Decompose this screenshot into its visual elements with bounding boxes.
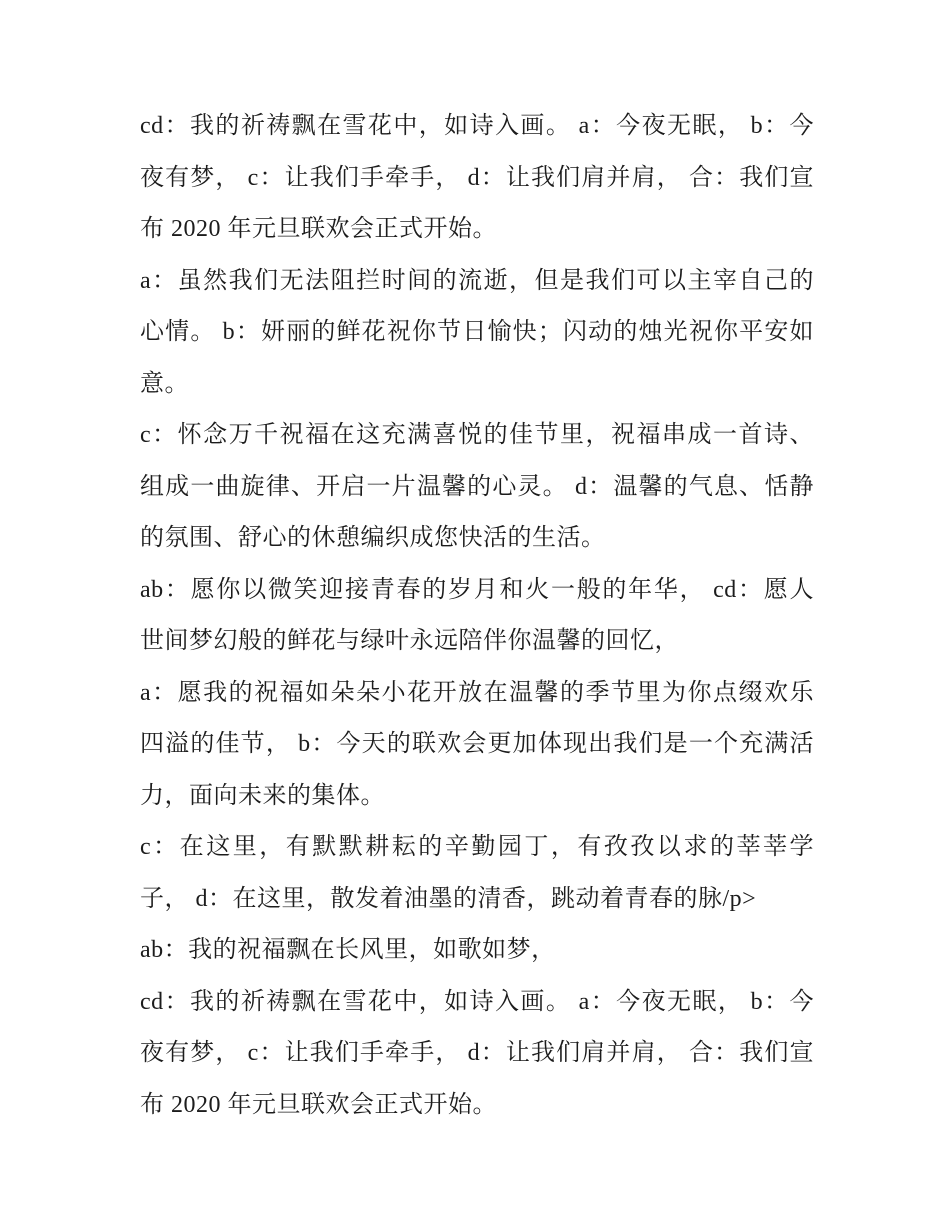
text-line: 心情。 b：妍丽的鲜花祝你节日愉快；闪动的烛光祝你平安如 <box>140 319 814 345</box>
paragraph <box>140 822 814 925</box>
paragraph <box>140 565 814 668</box>
paragraph <box>140 101 814 256</box>
text-line: 意。 <box>140 370 189 397</box>
text-line: 的氛围、舒心的休憩编织成您快活的生活。 <box>140 525 606 551</box>
text-line: 世间梦幻般的鲜花与绿叶永远陪伴你温馨的回忆， <box>140 628 679 654</box>
paragraph <box>140 256 814 411</box>
text-line: c：怀念万千祝福在这充满喜悦的佳节里，祝福串成一首诗、 <box>140 422 814 448</box>
text-line: 夜有梦， c：让我们手牵手， d：让我们肩并肩， 合：我们宣 <box>140 164 814 191</box>
text-line: cd：我的祈祷飘在雪花中，如诗入画。 a：今夜无眠， b：今 <box>140 988 814 1015</box>
text-line: ab：愿你以微笑迎接青春的岁月和火一般的年华， cd：愿人 <box>140 576 814 603</box>
paragraph <box>140 668 814 823</box>
text-line: ab：我的祝福飘在长风里，如歌如梦， <box>140 937 556 963</box>
text-line: a：虽然我们无法阻拦时间的流逝，但是我们可以主宰自己的 <box>140 267 814 294</box>
text-line: 子， d：在这里，散发着油墨的清香，跳动着青春的脉/p> <box>140 885 757 912</box>
paragraph <box>140 977 814 1132</box>
text-line: 布 2020 年元旦联欢会正式开始。 <box>140 1091 497 1118</box>
text-line: 布 2020 年元旦联欢会正式开始。 <box>140 216 497 242</box>
text-line: 夜有梦， c：让我们手牵手， d：让我们肩并肩， 合：我们宣 <box>140 1040 814 1066</box>
text-line: c：在这里，有默默耕耘的辛勤园丁，有孜孜以求的莘莘学 <box>140 834 814 860</box>
text-line: a：愿我的祝福如朵朵小花开放在温馨的季节里为你点缀欢乐 <box>140 679 814 706</box>
text-line: cd：我的祈祷飘在雪花中，如诗入画。 a：今夜无眠， b：今 <box>140 113 814 139</box>
text-line: 四溢的佳节， b：今天的联欢会更加体现出我们是一个充满活 <box>140 731 814 757</box>
text-line: 力，面向未来的集体。 <box>140 782 385 809</box>
text-block <box>140 101 814 1131</box>
paragraph <box>140 410 814 565</box>
paragraph <box>140 925 814 977</box>
text-line: 组成一曲旋律、开启一片温馨的心灵。 d：温馨的气息、恬静 <box>140 473 814 500</box>
